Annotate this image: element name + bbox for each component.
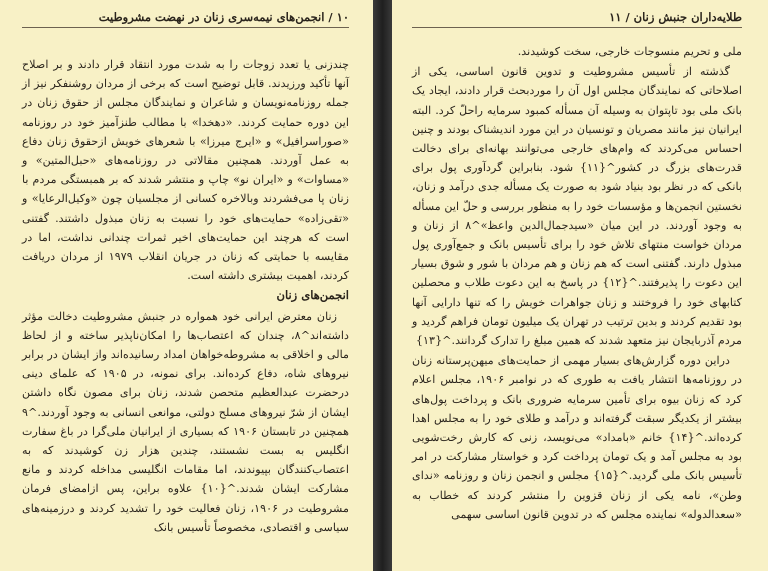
section-heading: انجمن‌های زنان (276, 288, 349, 303)
book-gutter (373, 0, 392, 571)
right-page (392, 0, 768, 571)
right-paragraph-1: ملی و تحریم منسوجات خارجی، سخت کوشیدند. (517, 45, 742, 58)
right-running-header: طلایه‌داران جنبش زنان / ۱۱ (412, 10, 742, 28)
right-paragraph-2: گذشته از تأسیس مشروطیت و تدوین قانون اساسی، یکی از اصلاحاتی که نمایندگان مجلس اول آن را موردبحث قرار دادند، ایجاد یک بانک ملی بود تاپتوان به وسیله آن مسأله کمبود سرمایه راحلّ کرد. البته ایرانیان نیز مانند مصریان و تونسیان در این مورد اندیشناک بودند و چنین احساس می‌کردند که وام‌های خارجی می‌توانند بهانه‌ای برای دخالت قدرت‌های بزرگ در کشور^{۱۱} شود. بنابراین گردآوری پول برای بانکی که در نظر بود بنیاد شود به صورت یک مسأله جدی درآمد و زنان، نخستین انجمن‌ها و مؤسسات خود را به منظور بررسی و حلّ این مسأله به وجود آوردند. در این میان «سیدجمال‌الدین واعظ»^۸ از زنان و مردان خواست منتهای تلاش خود را برای تأسیس بانک و جمع‌آوری پول مبذول دارند. گفتنی است که هم زنان و هم مردان با شور و شوق بسیار این دعوت را پذیرفتند.^{۱۲} در پاسخ به این دعوت طلاب و محصلین کتابهای خود را فروختند و زنان جواهرات خویش را که تنها دارایی آنها بود تقدیم کردند و بدین ترتیب در تهران یک میلیون تومان فراهم گردید و مردم آذربایجان نیز متعهد شدند که همین مبلغ را تدارک گردانند.^{۱۳} (412, 65, 742, 348)
left-body-text (22, 55, 349, 537)
left-page (0, 0, 373, 571)
left-running-header: ۱۰ / انجمن‌های نیمه‌سری زنان در نهضت مشروطیت (22, 10, 349, 28)
right-paragraph-3: دراین دوره گزارش‌های بسیار مهمی از حمایت‌های میهن‌پرستانه زنان در روزنامه‌ها انتشار یافت به طوری که در نوامبر ۱۹۰۶، مجلس اعلام کرد که زنان بیوه برای تأمین سرمایه ضروری بانک و پرداخت پول‌های بیشتر از یکدیگر سبقت گرفته‌اند و درآمد و طلای خود را به مجلس اهدا کرده‌اند.^{۱۴} خانم «بامداد» می‌نویسد، زنی که کارش رخت‌شویی بود به مجلس آمد و یک تومان پرداخت کرد و خواستار مشارکت در امر تأسیس بانک ملی گردید.^{۱۵} مجلس و انجمن زنان و روزنامه «ندای وطن»، نامه یکی از زنان قزوین را منتشر کردند که خطاب به «سعدالدوله» نماینده مجلس که در تدوین قانون اساسی سهمی (412, 354, 743, 521)
left-paragraph-2: زنان معترض ایرانی خود همواره در جنبش مشروطیت دخالت مؤثر داشته‌اند^۸، چندان که اعتصاب‌ها را امکان‌ناپذیر ساخته و از لحاظ مالی و اخلاقی به مشروطه‌خواهان امداد رسانیده‌اند واز ایشان در برابر نیروهای شاه، دفاع کرده‌اند. برای نمونه، در ۱۹۰۵ که علمای دینی درحضرت عبدالعظیم متحصن شدند، زنان برای مصون نگاه داشتن ایشان از شرّ نیروهای مسلح دولتی، موانعی انسانی به وجود آوردند.^۹ همچنین در تابستان ۱۹۰۶ که بسیاری از ایرانیان ملی‌گرا در باغ سفارت انگلیس به بست نشستند، چندین هزار زن کوشیدند که به اعتصاب‌کنندگان بپیوندند، اما مقامات انگلیسی مداخله کردند و مانع مشارکت ایشان شدند.^{۱۰} علاوه براین، پس ازامضای فرمان مشروطیت در ۱۹۰۶، زنان فعالیت خود را تشدید کردند و درزمینه‌های سیاسی و اقتصادی، مخصوصاً تأسیس بانک (22, 309, 350, 534)
left-paragraph-1: چندزنی یا تعدد زوجات را به شدت مورد انتقاد قرار دادند و بر اصلاح آنها تأکید ورزیدند. قابل توضیح است که برخی از مردان روشنفکر نیز از جمله روزنامه‌نویسان و شاعران و نمایندگان مجلس از حقوق زنان در این دوره حمایت کردند. «دهخدا» با مطالب طنزآمیز خود در روزنامه «صوراسرافیل» و «ایرج میرزا» با شعرهای خویش ازحقوق زنان دفاع به عمل آوردند. همچنین مقالاتی در روزنامه‌های «حبل‌المتین» و «مساوات» و «ایران نو» چاپ و منتشر شدند که بر همبستگی مردم با زنان پا می‌فشردند وبالاخره کسانی از مجلسیان چون «وکیل‌الرعایا» و «تقی‌زاده» حمایت‌های خود را نسبت به زنان مبذول داشتند. گفتنی است که هرچند این حمایت‌های اخیر ثمرات چندانی نداشت، اما در مقایسه با حمایتی که زنان در جریان انقلاب ۱۹۷۹ از مردان دریافت کردند، اهمیت بیشتری داشته است. (22, 58, 349, 283)
right-body-text (412, 42, 742, 524)
